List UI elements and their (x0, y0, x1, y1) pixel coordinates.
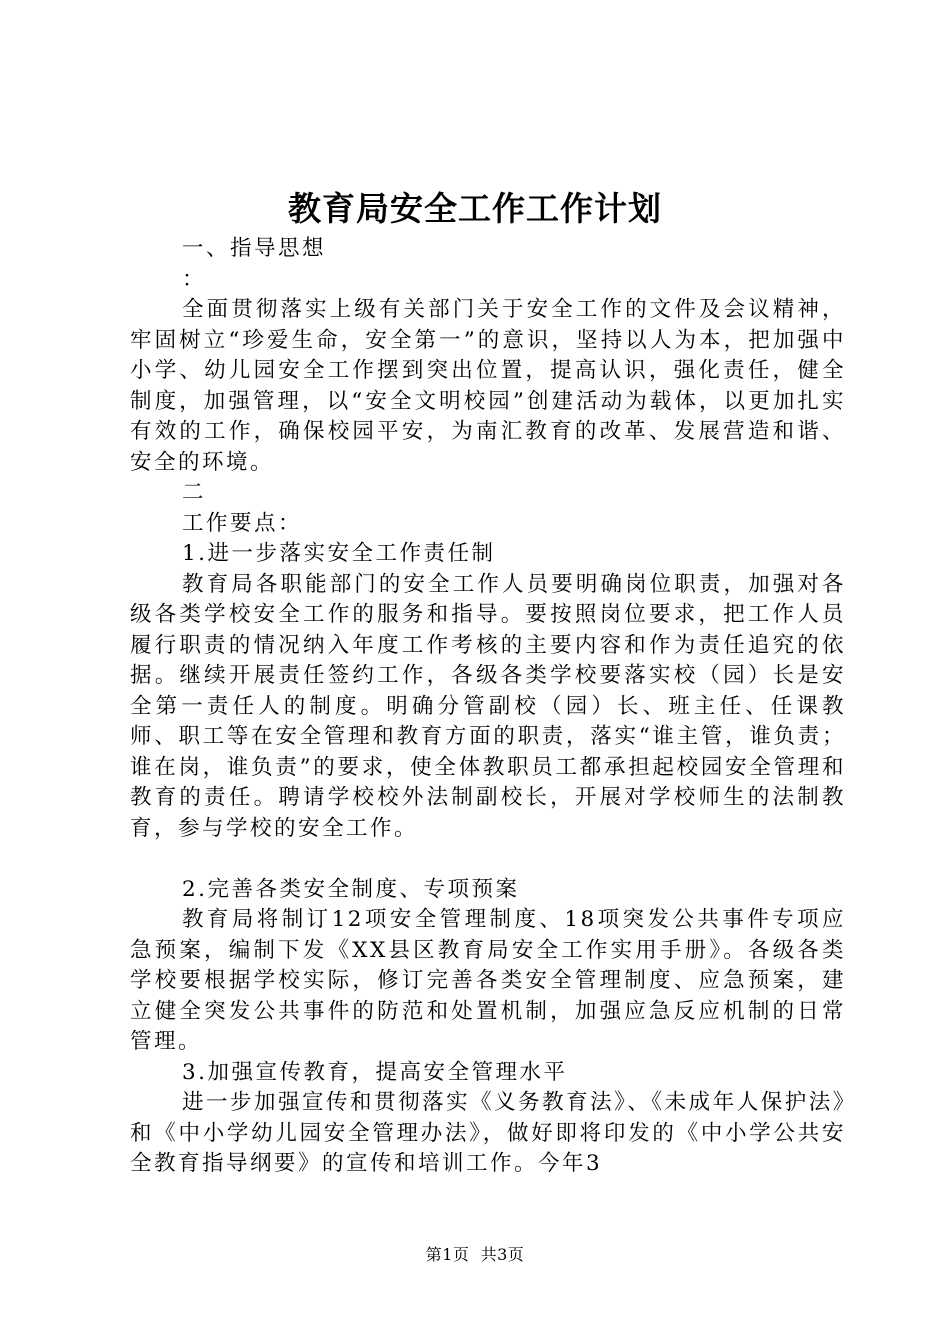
paragraph-responsibility: 教育局各职能部门的安全工作人员要明确岗位职责，加强对各级各类学校安全工作的服务和指导。要按照岗位要求，把工作人员履行职责的情况纳入年度工作考核的主要内容和作为责任追究的依据。继续开展责任签约工作，各级各类学校要落实校（园）长是安全第一责任人的制度。明确分管副校（园）长、班主任、任课教师、职工等在安全管理和教育方面的职责，落实“谁主管，谁负责；谁在岗，谁负责”的要求，使全体教职员工都承担起校园安全管理和教育的责任。聘请学校校外法制副校长，开展对学校师生的法制教育，参与学校的安全工作。 (130, 571, 846, 841)
document-title: 教育局安全工作工作计划 (288, 189, 662, 228)
document-body (130, 234, 846, 1180)
colon-line: ： (182, 266, 207, 292)
section-number-two: 二 (182, 480, 207, 505)
paragraph-guiding-ideology: 全面贯彻落实上级有关部门关于安全工作的文件及会议精神，牢固树立“珍爱生命，安全第一”的意识，坚持以人为本，把加强中小学、幼儿园安全工作摆到突出位置，提高认识，强化责任，健全制度，加强管理，以“安全文明校园”创建活动为载体，以更加扎实有效的工作，确保校园平安，为南汇教育的改革、发展营造和谐、安全的环境。 (130, 297, 846, 475)
subheading-regulations: 2.完善各类安全制度、专项预案 (182, 876, 520, 902)
subheading-responsibility: 1.进一步落实安全工作责任制 (182, 541, 496, 566)
subheading-publicity: 3.加强宣传教育，提高安全管理水平 (182, 1059, 568, 1085)
section-heading-work-points: 工作要点： (182, 510, 303, 536)
page-footer: 第1页 共3页 (425, 1245, 525, 1264)
section-heading-guiding-ideology: 一、指导思想 (182, 236, 327, 261)
paragraph-publicity: 进一步加强宣传和贯彻落实《义务教育法》、《未成年人保护法》和《中小学幼儿园安全管理办法》，做好即将印发的《中小学公共安全教育指导纲要》的宣传和培训工作。今年3 (130, 1090, 846, 1176)
paragraph-regulations: 教育局将制订12项安全管理制度、18项突发公共事件专项应急预案，编制下发《XX县区教育局安全工作实用手册》。各级各类学校要根据学校实际，修订完善各类安全管理制度、应急预案，建立健全突发公共事件的防范和处置机制，加强应急反应机制的日常管理。 (130, 907, 846, 1054)
